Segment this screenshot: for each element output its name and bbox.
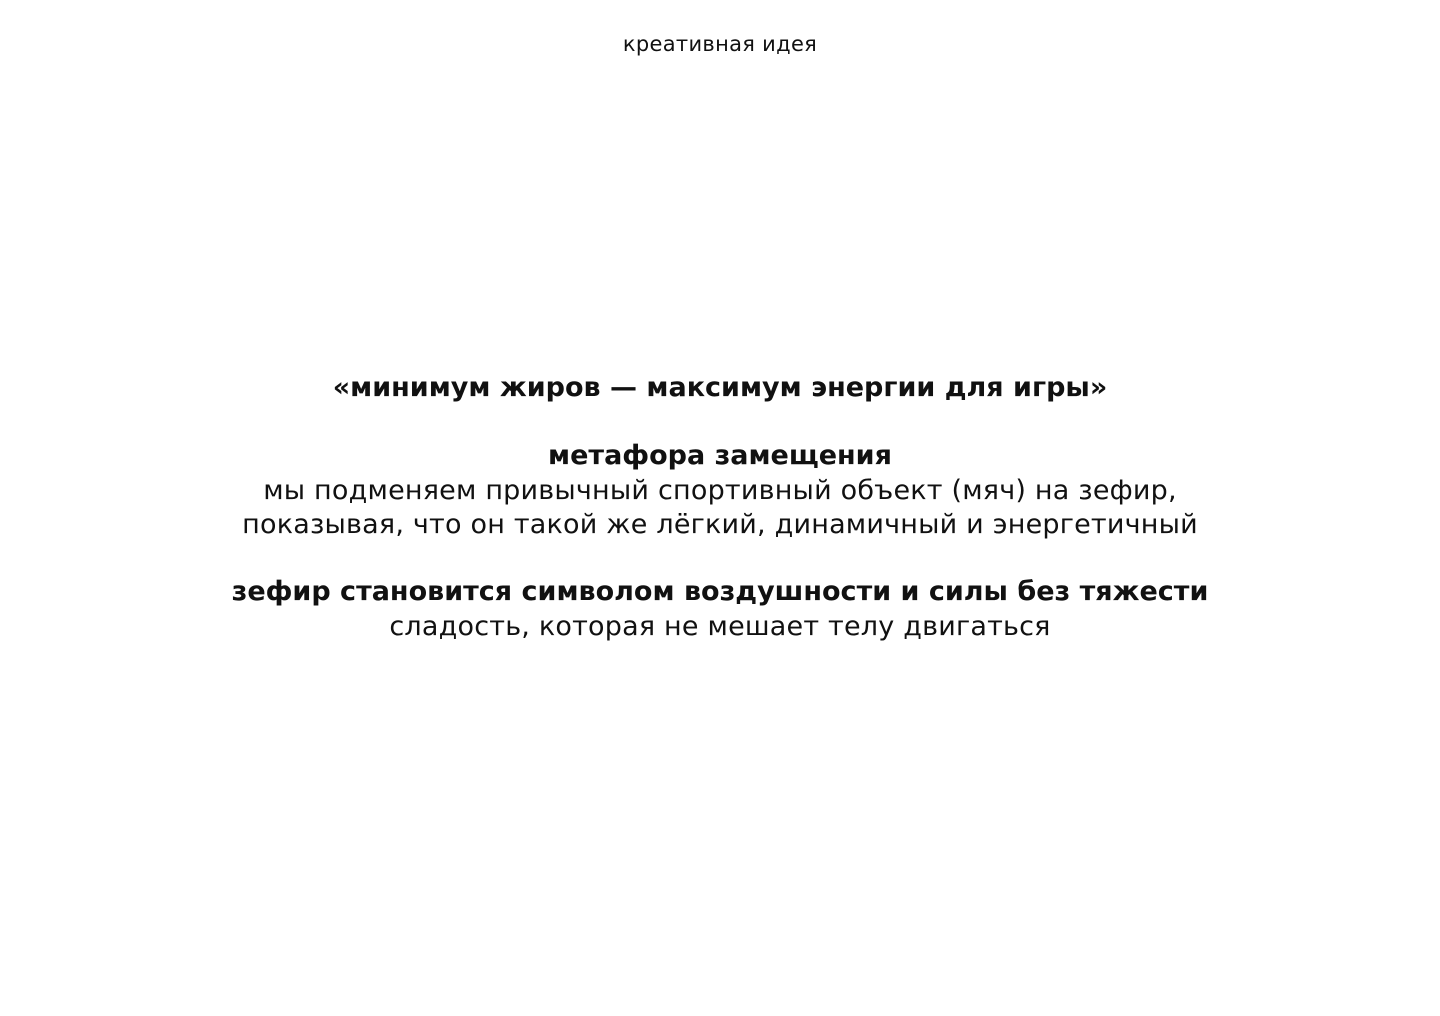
section-label: креативная идея: [622, 32, 818, 56]
metaphor-block: [0, 438, 1440, 542]
metaphor-text-line: показывая, что он такой же лёгкий, динамичный и энергетичный: [242, 509, 1198, 540]
main-content: [0, 370, 1440, 644]
metaphor-text-line: мы подменяем привычный спортивный объект (мяч) на зефир,: [263, 475, 1177, 506]
symbol-block: [0, 574, 1440, 644]
slogan: «минимум жиров — максимум энергии для игры»: [332, 372, 1108, 403]
symbol-text-line: сладость, которая не мешает телу двигаться: [389, 611, 1051, 642]
metaphor-heading: метафора замещения: [548, 440, 892, 471]
symbol-heading: зефир становится символом воздушности и силы без тяжести: [231, 576, 1209, 607]
